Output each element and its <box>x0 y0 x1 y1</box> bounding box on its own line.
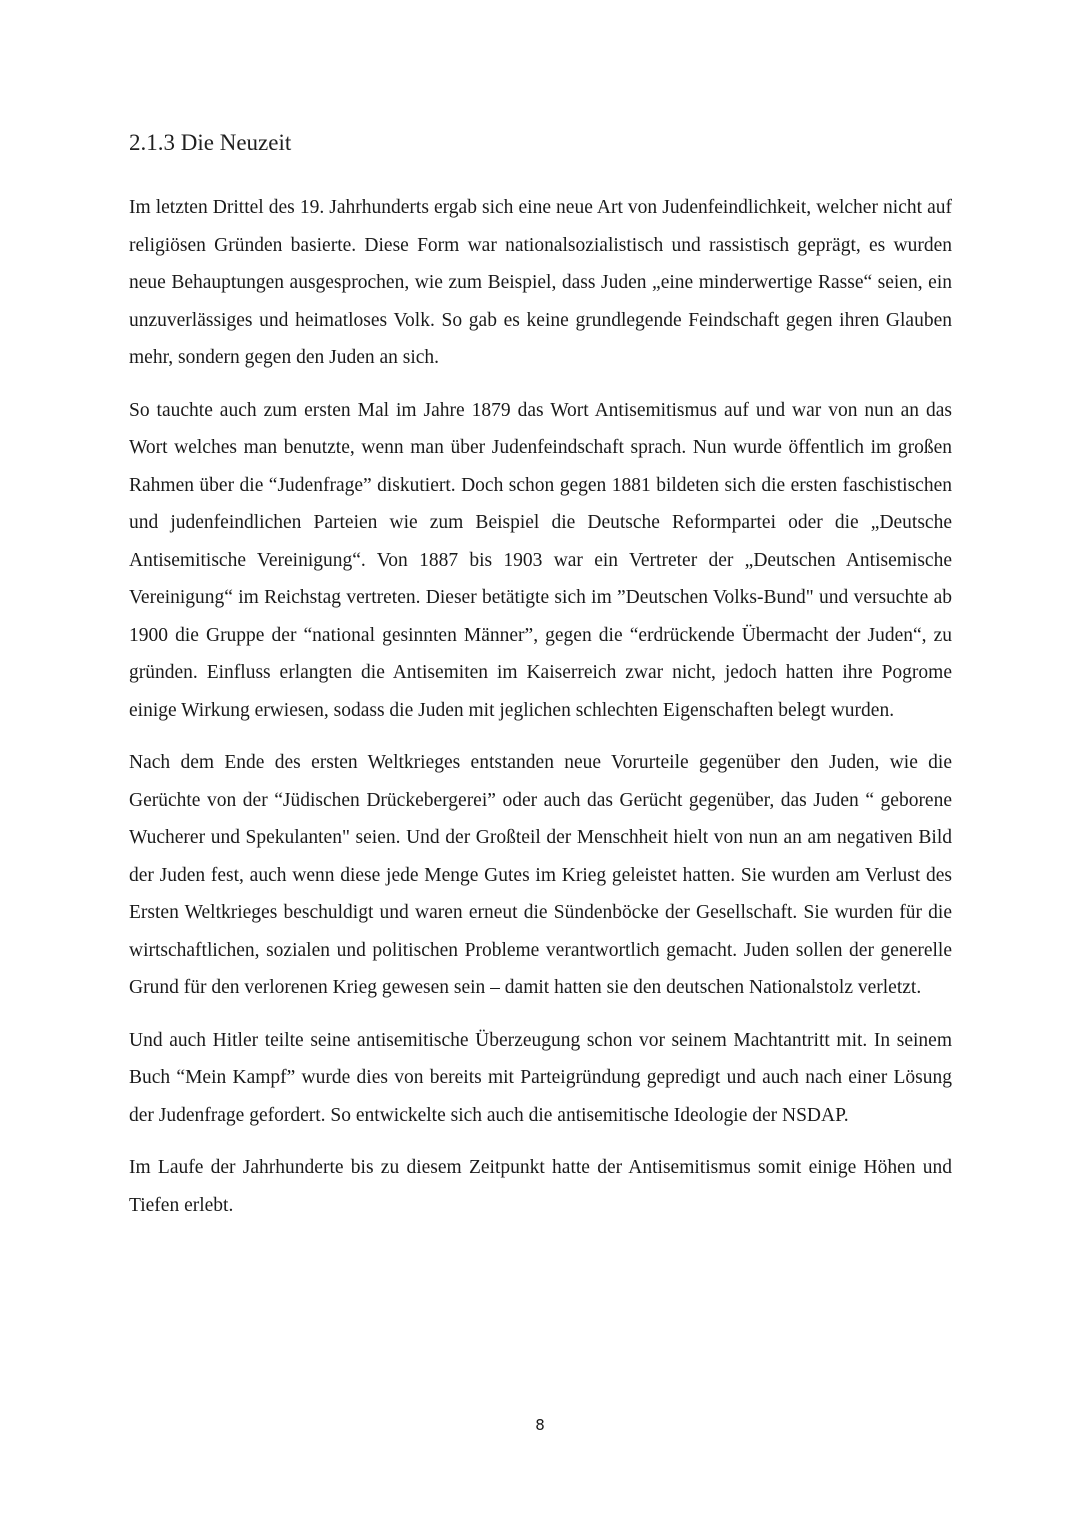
paragraph: Und auch Hitler teilte seine antisemitische Überzeugung schon vor seinem Machtantritt mit. In seinem Buch “Mein Kampf” wurde dies von bereits mit Parteigründung gepredigt und auch nach einer Lösung der Judenfrage gefordert. So entwickelte sich auch die antisemitische Ideologie der NSDAP. <box>129 1029 952 1126</box>
body-text <box>129 189 952 1239</box>
page-number: 8 <box>535 1416 545 1434</box>
paragraph: So tauchte auch zum ersten Mal im Jahre 1879 das Wort Antisemitismus auf und war von nun an das Wort welches man benutzte, wenn man über Judenfeindschaft sprach. Nun wurde öffentlich im großen Rahmen über die “Judenfrage” diskutiert. Doch schon gegen 1881 bildeten sich die ersten faschistischen und judenfeindlichen Parteien wie zum Beispiel die Deutsche Reformpartei oder die „Deutsche Antisemitische Vereinigung“. Von 1887 bis 1903 war ein Vertreter der „Deutschen Antisemische Vereinigung“ im Reichstag vertreten. Dieser betätigte sich im ”Deutschen Volks-Bund" und versuchte ab 1900 die Gruppe der “national gesinnten Männer”, gegen die “erdrückende Übermacht der Juden“, zu gründen. Einfluss erlangten die Antisemiten im Kaiserreich zwar nicht, jedoch hatten ihre Pogrome einige Wirkung erwiesen, sodass die Juden mit jeglichen schlechten Eigenschaften belegt wurden. <box>129 399 952 721</box>
paragraph: Im Laufe der Jahrhunderte bis zu diesem Zeitpunkt hatte der Antisemitismus somit einige Höhen und Tiefen erlebt. <box>129 1157 952 1216</box>
paragraph: Im letzten Drittel des 19. Jahrhunderts ergab sich eine neue Art von Judenfeindlichkeit, welcher nicht auf religiösen Gründen basierte. Diese Form war nationalsozialistisch und rassistisch geprägt, es wurden neue Behauptungen ausgesprochen, wie zum Beispiel, dass Juden „eine minderwertige Rasse“ seien, ein unzuverlässiges und heimatloses Volk. So gab es keine grundlegende Feindschaft gegen ihren Glauben mehr, sondern gegen den Juden an sich. <box>129 197 952 368</box>
section-heading: 2.1.3 Die Neuzeit <box>129 130 292 155</box>
paragraph: Nach dem Ende des ersten Weltkrieges entstanden neue Vorurteile gegenüber den Juden, wie die Gerüchte von der “Jüdischen Drückebergerei” oder auch das Gerücht gegenüber, das Juden “ geborene Wucherer und Spekulanten" seien. Und der Großteil der Menschheit hielt von nun an am negativen Bild der Juden fest, auch wenn diese jede Menge Gutes im Krieg geleistet hatten. Sie wurden am Verlust des Ersten Weltkrieges beschuldigt und waren erneut die Sündenböcke der Gesellschaft. Sie wurden für die wirtschaftlichen, sozialen und politischen Probleme verantwortlich gemacht. Juden sollen der generelle Grund für den verlorenen Krieg gewesen sein – damit hatten sie den deutschen Nationalstolz verletzt. <box>129 752 952 998</box>
